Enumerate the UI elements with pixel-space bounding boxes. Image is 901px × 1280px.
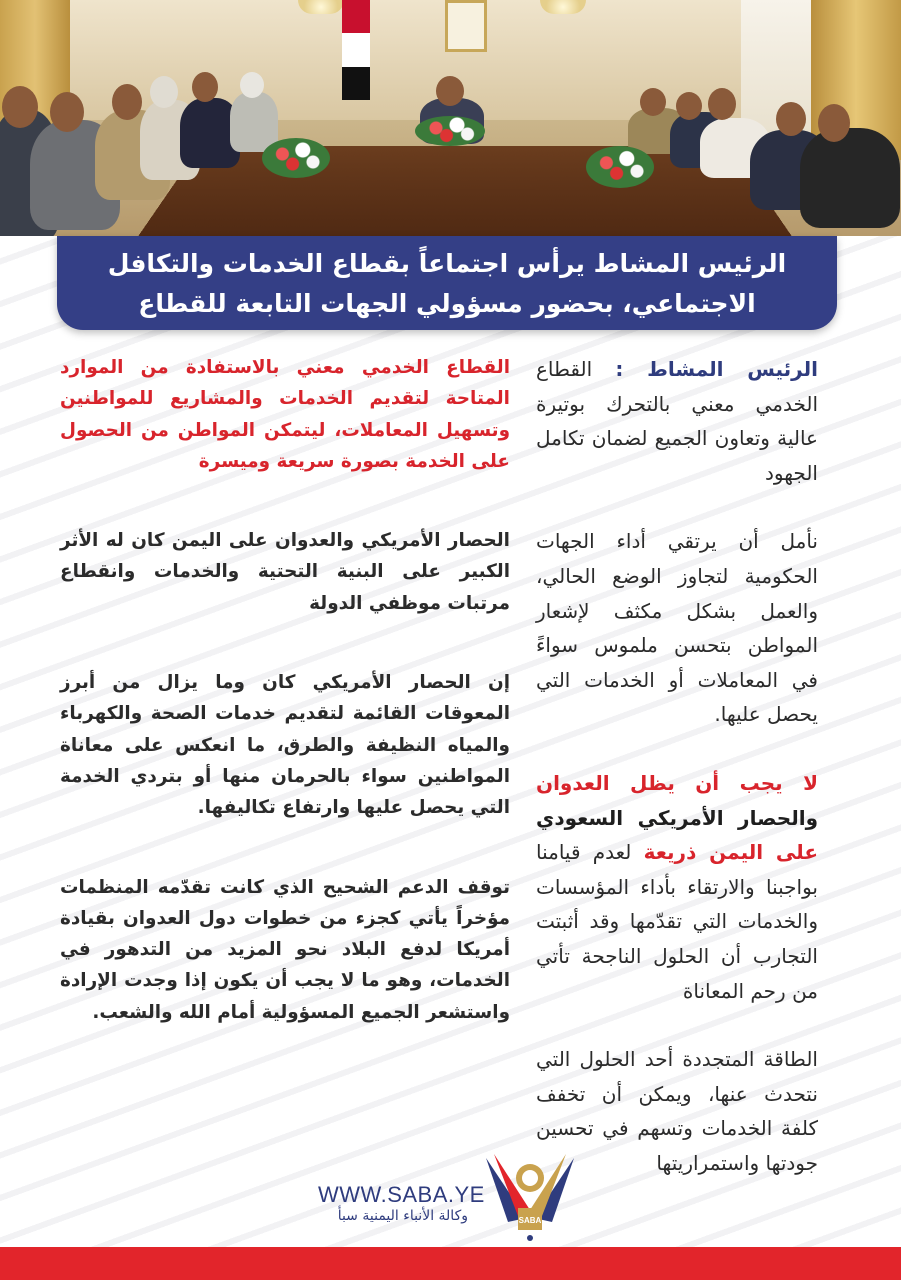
agency-name: وكالة الأنباء اليمنية سبأ xyxy=(337,1208,468,1224)
right-paragraph-4: الطاقة المتجددة أحد الحلول التي نتحدث عنها، ويمكن أن تخفف كلفة الخدمات وتسهم في تحسين جودتها واستمراريتها xyxy=(536,1047,818,1175)
headline-text: الرئيس المشاط يرأس اجتماعاً بقطاع الخدمات والتكافل الاجتماعي، بحضور مسؤولي الجهات التابعة للقطاع xyxy=(107,249,787,318)
flower-arrangement xyxy=(586,146,654,188)
website-url: WWW.SABA.YE xyxy=(318,1182,485,1207)
flower-arrangement xyxy=(415,116,485,146)
saba-logo-icon xyxy=(478,1148,582,1244)
right-paragraph-3: لا يجب أن يظل العدوان والحصار الأمريكي السعودي على اليمن ذريعة لعدم قيامنا بواجبنا والارتقاء بأداء المؤسسات والخدمات التي تقدّمها وقد أثبتت التجارب أن الحلول الناجحة تأتي من رحم المعاناة xyxy=(536,770,818,1003)
speaker-label: الرئيس المشاط : xyxy=(615,357,818,381)
meeting-photo xyxy=(0,0,901,236)
left-column xyxy=(60,352,510,1028)
left-paragraph-1: القطاع الخدمي معني بالاستفادة من الموارد المتاحة لتقديم الخدمات والمشاريع للمواطنين وتسهيل المعاملات، ليتمكن المواطن من الحصول على الخدمة بصورة سريعة وميسرة xyxy=(60,357,510,472)
right-paragraph-2: نأمل أن يرتقي أداء الجهات الحكومية لتجاوز الوضع الحالي، والعمل بشكل مكثف لإشعار المواطن بتحسن ملموس سواءً في المعاملات أو الخدمات التي يحصل عليها. xyxy=(536,529,818,727)
right-paragraph-1: الرئيس المشاط : القطاع الخدمي معني بالتحرك بوتيرة عالية وتعاون الجميع لضمان تكامل الجهود xyxy=(536,357,818,485)
logo-text: SABA xyxy=(518,1216,542,1225)
yemen-flag xyxy=(342,0,370,100)
left-paragraph-2: الحصار الأمريكي والعدوان على اليمن كان له الأثر الكبير على البنية التحتية والخدمات وانقطاع مرتبات موظفي الدولة xyxy=(60,530,510,614)
footer-bar xyxy=(0,1247,901,1280)
headline-banner xyxy=(57,236,837,330)
right-column xyxy=(536,352,818,1180)
flower-arrangement xyxy=(262,138,330,178)
wall-frame xyxy=(445,0,487,52)
left-paragraph-3: إن الحصار الأمريكي كان وما يزال من أبرز المعوقات القائمة لتقديم خدمات الصحة والكهرباء والمياه النظيفة والطرق، ما انعكس على معاناة المواطنين سواء بالحرمان منها أو بتردي الخدمة التي يحصل عليها وارتفاع تكاليفها. xyxy=(60,672,510,819)
left-paragraph-4: توقف الدعم الشحيح الذي كانت تقدّمه المنظمات مؤخراً يأتي كجزء من خطوات دول العدوان بقيادة أمريكا لدفع البلاد نحو المزيد من التدهور في الخدمات، وهو ما لا يجب أن يكون إذا وجدت الإرادة واستشعر الجميع المسؤولية أمام الله والشعب. xyxy=(60,876,510,1023)
